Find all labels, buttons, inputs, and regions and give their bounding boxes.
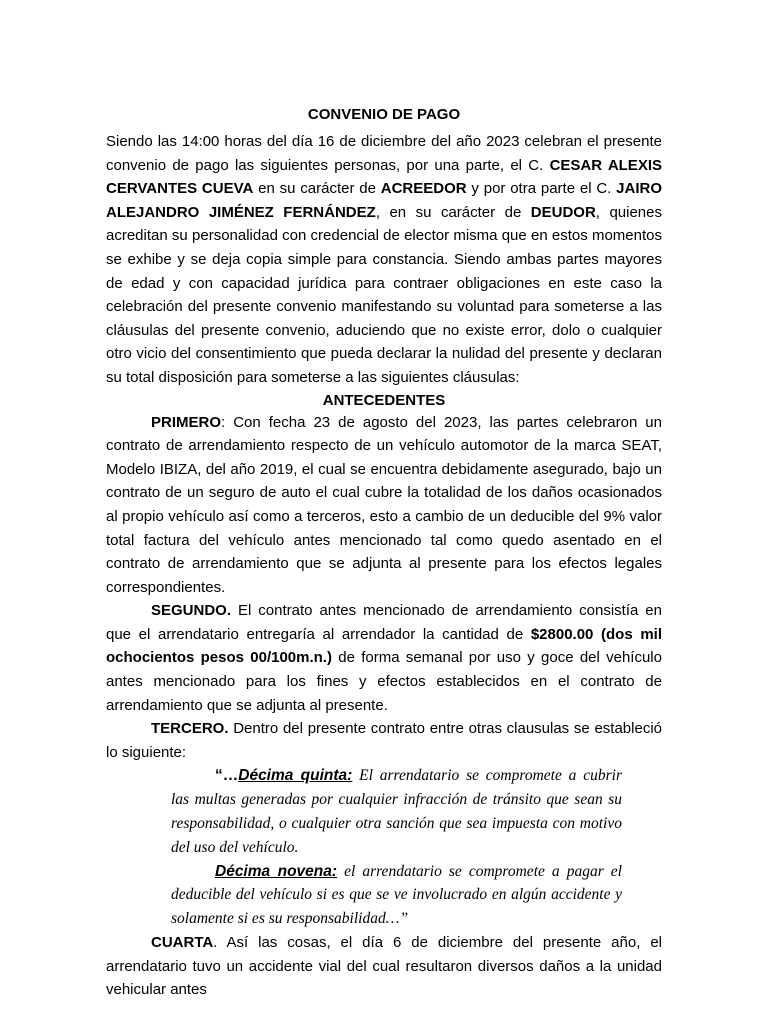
acreedor-role: ACREEDOR [380,180,467,198]
intro-text-3: y por otra parte el C. [466,180,617,198]
cuarta-text: . Así las cosas, el día 6 de diciembre del presente año, el arrendatario tuvo un accidente vial del cual resultaron diversos daños a la unidad vehicular antes [106,934,662,999]
clause-decima-novena-label: Décima novena: [215,862,338,880]
segundo-text-1: El contrato antes mencionado de arrendamiento consistía en que el arrendatario entregaría al arrendador la cantidad de [106,602,662,643]
tercero-text: Dentro del presente contrato entre otras clausulas se estableció lo siguiente: [106,720,662,761]
quoted-clauses [171,764,622,931]
segundo-amount: $2800.00 (dos mil ochocientos pesos 00/100m.n.) [106,625,662,667]
intro-text-1: Siendo las 14:00 horas del día 16 de diciembre del año 2023 celebran el presente convenio de pago las siguientes personas, por una parte, el C. [106,133,662,174]
clause-decima-quinta-label: Décima quinta: [238,767,353,785]
clause-decima-quinta-text: El arrendatario se compromete a cubrir las multas generadas por cualquier infracción de tránsito que sean su responsabilidad, o cualquier otra sanción que sea impuesta con motivo del uso del vehículo. [171,767,622,856]
cuarta-label: CUARTA [151,934,214,952]
tercero-label: TERCERO. [151,720,229,738]
primero-label: PRIMERO [151,413,222,431]
segundo-text-2: de forma semanal por uso y goce del vehículo antes mencionado para los fines y efectos establecidos en el contrato de arrendamiento que se adjunta al presente. [106,649,662,714]
intro-text-4: , en su carácter de [375,203,531,221]
intro-paragraph [106,130,662,390]
cuarta-paragraph [106,931,662,1002]
intro-text-2: en su carácter de [253,180,381,198]
deudor-name: JAIRO ALEJANDRO JIMÉNEZ FERNÁNDEZ [106,180,662,221]
deudor-role: DEUDOR [530,203,596,221]
document-title: CONVENIO DE PAGO [307,106,461,123]
clause-decima-novena-text: el arrendatario se compromete a pagar el deducible del vehículo si es que se ve involucrado en algún accidente y solamente si es su responsabilidad… [171,862,622,928]
quote-close: ” [399,910,409,928]
quote-open: “… [215,767,239,785]
segundo-paragraph [106,599,662,717]
tercero-paragraph [106,717,662,764]
segundo-label: SEGUNDO. [151,602,232,620]
clause-decima-novena [171,860,622,931]
antecedentes-heading: ANTECEDENTES [322,391,446,409]
primero-paragraph [106,411,662,600]
clause-decima-quinta [171,764,622,859]
primero-text: : Con fecha 23 de agosto del 2023, las partes celebraron un contrato de arrendamiento respecto de un vehículo automotor de la marca SEAT, Modelo IBIZA, del año 2019, el cual se encuentra debidamente asegurado, bajo un contrato de un seguro de auto el cual cubre la totalidad de los daños ocasionados al propio vehículo así como a terceros, esto a cambio de un deducible del 9% valor total factura del vehículo antes mencionado tal como quedo asentado en el contrato de arrendamiento que se adjunta al presente para los efectos legales correspondientes. [106,413,662,596]
acreedor-name: CESAR ALEXIS CERVANTES CUEVA [106,156,662,198]
intro-text-5: , quienes acreditan su personalidad con credencial de elector misma que en estos momentos se exhibe y se deja copia simple para constancia. Siendo ambas partes mayores de edad y con capacidad jurídica para contraer obligaciones en este caso la celebración del presente convenio manifestando su voluntad para someterse a las cláusulas del presente convenio, aduciendo que no existe error, dolo o cualquier otro vicio del consentimiento que pueda declarar la nulidad del presente y declaran su total disposición para someterse a las siguientes cláusulas: [106,203,662,386]
